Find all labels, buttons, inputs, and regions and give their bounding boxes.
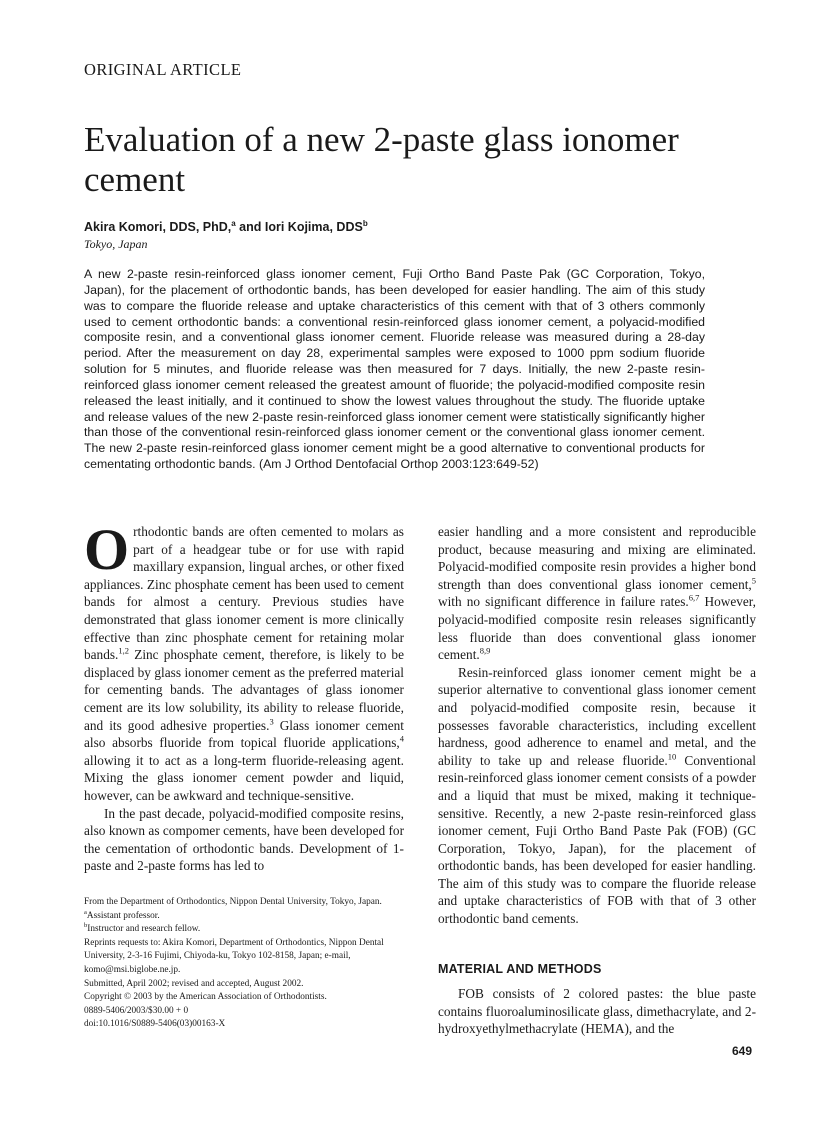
article-title: Evaluation of a new 2-paste glass ionomer cement: [84, 120, 679, 199]
body-column-left: [84, 517, 404, 875]
footnote-copyright: Copyright © 2003 by the American Association of Orthodontists.: [84, 992, 327, 1003]
footnotes: [84, 896, 404, 1032]
citation: 5: [751, 575, 756, 586]
citation: 10: [667, 751, 677, 762]
paragraph-text: with no significant difference in failure rates.: [438, 594, 689, 610]
footnote-a: [84, 910, 404, 924]
paragraph-text: Zinc phosphate cement, therefore, is likely to be displaced by glass ionomer cement as the preferred material for cementing bands. The advantages of glass ionomer cement are its low solubility, its ability to release fluoride, and its good adhesive properties.: [84, 647, 404, 733]
intro-paragraph-1: [84, 517, 404, 805]
footnote-text: Assistant professor.: [86, 910, 160, 921]
footnote-issn: 0889-5406/2003/$30.00 + 0: [84, 1005, 189, 1016]
author-2-affiliation-mark: b: [362, 219, 368, 228]
paragraph-text: However, polyacid-modified composite resin releases significantly less fluoride than does conventional glass ionomer cement.: [438, 594, 756, 663]
citation: 4: [399, 733, 404, 744]
paragraph-text: Resin-reinforced glass ionomer cement might be a superior alternative to conventional glass ionomer cement and polyacid-modified composite resin, because it possesses favorable characteristics, including excellent hardness, good adherence to enamel and metal, and the ability to take up and release fluoride.: [438, 664, 756, 768]
paragraph-text: Conventional resin-reinforced glass ionomer cement consists of a powder and a liquid that must be mixed, making it technique-sensitive. Recently, a new 2-paste resin-reinforced glass ionomer cement, Fuji Ortho Band Paste Pak (FOB) (GC Corporation, Tokyo, Japan), for the placement of orthodontic bands, has been developed for easier handling. The aim of this study was to compare the fluoride release and uptake characteristics of FOB with that of 3 other orthodontic band cements.: [438, 752, 756, 927]
intro-paragraph-3: [438, 523, 756, 664]
intro-paragraph-2: In the past decade, polyacid-modified composite resins, also known as compomer cements, have been developed for the cementation of orthodontic bands. Development of 1-paste and 2-paste forms has led to: [84, 805, 404, 874]
citation: 8,9: [479, 645, 491, 656]
author-1-affiliation-mark: a: [231, 219, 236, 228]
author-joiner: and: [235, 220, 265, 235]
paragraph-text: allowing it to act as a long-term fluoride-releasing agent. Mixing the glass ionomer cement powder and liquid, however, can be awkward and technique-sensitive.: [84, 752, 404, 803]
paragraph-text: easier handling and a more consistent and reproducible product, because measuring and mixing are eliminated. Polyacid-modified composite resin provides a higher bond strength than does conventional glass ionomer cement,: [438, 524, 756, 592]
methods-heading: MATERIAL AND METHODS: [438, 962, 602, 976]
footnote-mark: b: [84, 922, 88, 930]
citation: 3: [269, 716, 274, 727]
page-number: 649: [732, 1044, 753, 1058]
author-line: [84, 219, 368, 234]
body-column-right: [438, 523, 756, 928]
paragraph-text: rthodontic bands are often cemented to molars as part of a headgear tube or for use with rapid maxillary expansion, lingual arches, or other fixed appliances. Zinc phosphate cement has been used to cement bands for almost a century. Previous studies have demonstrated that glass ionomer cement is more clinically effective than zinc phosphate cement for retaining molar bands.: [84, 524, 404, 663]
drop-cap: O: [84, 517, 130, 582]
footnote-text: Instructor and research fellow.: [87, 924, 201, 935]
footnote-reprints: Reprints requests to: Akira Komori, Department of Orthodontics, Nippon Dental University, 2-3-16 Fujimi, Chiyoda-ku, Tokyo 102-8158, Japan; e-mail, komo@msi.biglobe.ne.jp.: [84, 937, 384, 975]
citation: 1,2: [118, 645, 129, 656]
author-location: Tokyo, Japan: [84, 237, 148, 251]
footnote-b: [84, 923, 404, 937]
footnote-mark: a: [84, 908, 87, 916]
author-2: Iori Kojima, DDS: [264, 220, 363, 235]
footnote-doi: doi:10.1016/S0889-5406(03)00163-X: [84, 1019, 226, 1030]
footnote-affiliation: From the Department of Orthodontics, Nippon Dental University, Tokyo, Japan.: [84, 897, 382, 907]
abstract: A new 2-paste resin-reinforced glass ionomer cement, Fuji Ortho Band Paste Pak (GC Corporation, Tokyo, Japan), for the placement of orthodontic bands, has been developed for easier handling. The aim of this study was to compare the fluoride release and uptake characteristics of this cement with that of 3 others commonly used to cement orthodontic bands: a conventional resin-reinforced glass ionomer cement, a polyacid-modified composite resin, and a conventional glass ionomer cement. Fluoride release was measured during a 28-day period. After the measurement on day 28, experimental samples were exposed to 1000 ppm sodium fluoride solution for 5 minutes, and fluoride release was then measured for 7 days. Initially, the new 2-paste resin-reinforced glass ionomer cement released the greatest amount of fluoride; the polyacid-modified composite resin released the least initially, and it continued to show the lowest values throughout the study. The fluoride uptake and release values of the new 2-paste resin-reinforced glass ionomer cement were statistically significantly higher than those of the conventional resin-reinforced glass ionomer cement or the conventional glass ionomer cement. The new 2-paste resin-reinforced glass ionomer cement might be a good alternative to conventional products for cementating orthodontic bands. (Am J Orthod Dentofacial Orthop 2003:123:649-52): [84, 267, 705, 472]
citation: 6,7: [688, 592, 700, 603]
section-label: ORIGINAL ARTICLE: [84, 60, 242, 79]
paragraph-text: Glass ionomer cement also absorbs fluoride from topical fluoride applications,: [84, 717, 404, 751]
author-1: Akira Komori, DDS, PhD,: [84, 220, 232, 235]
methods-paragraph: FOB consists of 2 colored pastes: the blue paste contains fluoroaluminosilicate glass, dimethacrylate, and 2-hydroxyethylmethacrylate (HEMA), and the: [438, 986, 756, 1037]
footnote-submitted: Submitted, April 2002; revised and accepted, August 2002.: [84, 978, 304, 989]
intro-paragraph-4: [438, 664, 756, 928]
